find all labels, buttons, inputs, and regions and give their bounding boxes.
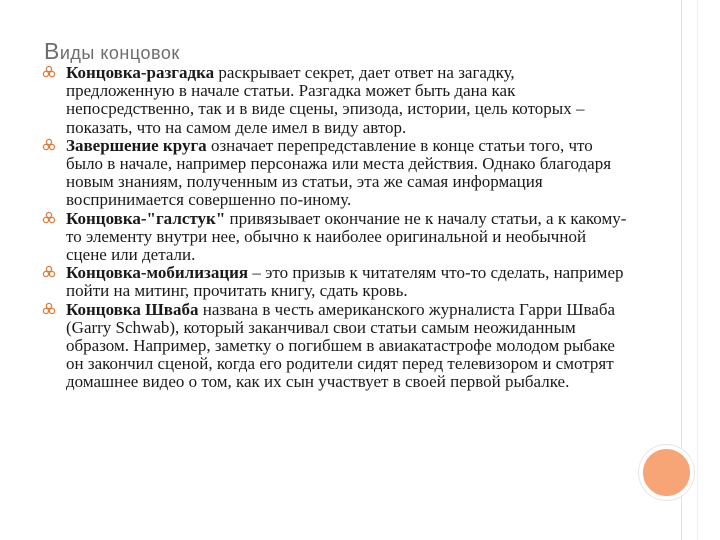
item-term: Концовка-"галстук" [66, 208, 226, 228]
item-text: раскрывает секрет, дает ответ на загадку, предложенную в начале статьи. Разгадка может быть дана как непосредственно, так и в виде сцены, эпизода, истории, цель которых – показать, что на самом деле имел в виду автор. [66, 63, 585, 137]
item-text: привязывает окончание не к началу статьи, а к какому-то элементу внутри нее, обычно к наиболее оригинальной и необычной сцене или детали. [66, 208, 627, 265]
item-text: – это призыв к читателям что-то сделать, например пойти на митинг, прочитать книгу, сдать кровь. [66, 263, 624, 301]
fleuron-bullet-icon [42, 138, 56, 152]
slide-title-rest: иды концовок [59, 43, 180, 63]
list-item [42, 64, 627, 137]
fleuron-bullet-icon [42, 211, 56, 225]
item-term: Концовка-разгадка [66, 63, 215, 82]
item-text: названа в честь американского журналиста Гарри Шваба (Garry Schwab), который заканчивал свои статьи самым неожиданным образом. Например, заметку о погибшем в авиакатастрофе молодом рыбаке он закончил сценой, когда его родители сидят перед телевизором и смотрят домашнее видео о том, как их сын участвует в своей первой рыбалке. [66, 299, 616, 392]
item-term: Концовка Шваба [66, 299, 199, 319]
decorative-orange-circle [639, 445, 694, 500]
decor-vertical-line-outer [697, 0, 698, 540]
slide-title [44, 30, 180, 67]
fleuron-bullet-icon [42, 302, 56, 316]
item-text: означает перепредставление в конце статьи того, что было в начале, например персонажа или места действия. Однако благодаря новым знаниям, полученным из статьи, эта же самая информация воспринимается совершенно по-иному. [66, 135, 612, 210]
slide-title-initial: В [44, 38, 60, 64]
item-term: Концовка-мобилизация [66, 263, 249, 283]
list-item [42, 264, 627, 300]
item-term: Завершение круга [66, 135, 207, 155]
fleuron-bullet-icon [42, 265, 56, 279]
fleuron-bullet-icon [42, 65, 56, 79]
list-item [42, 137, 627, 210]
content-list [42, 64, 627, 392]
list-item [42, 210, 627, 265]
list-item [42, 301, 627, 392]
